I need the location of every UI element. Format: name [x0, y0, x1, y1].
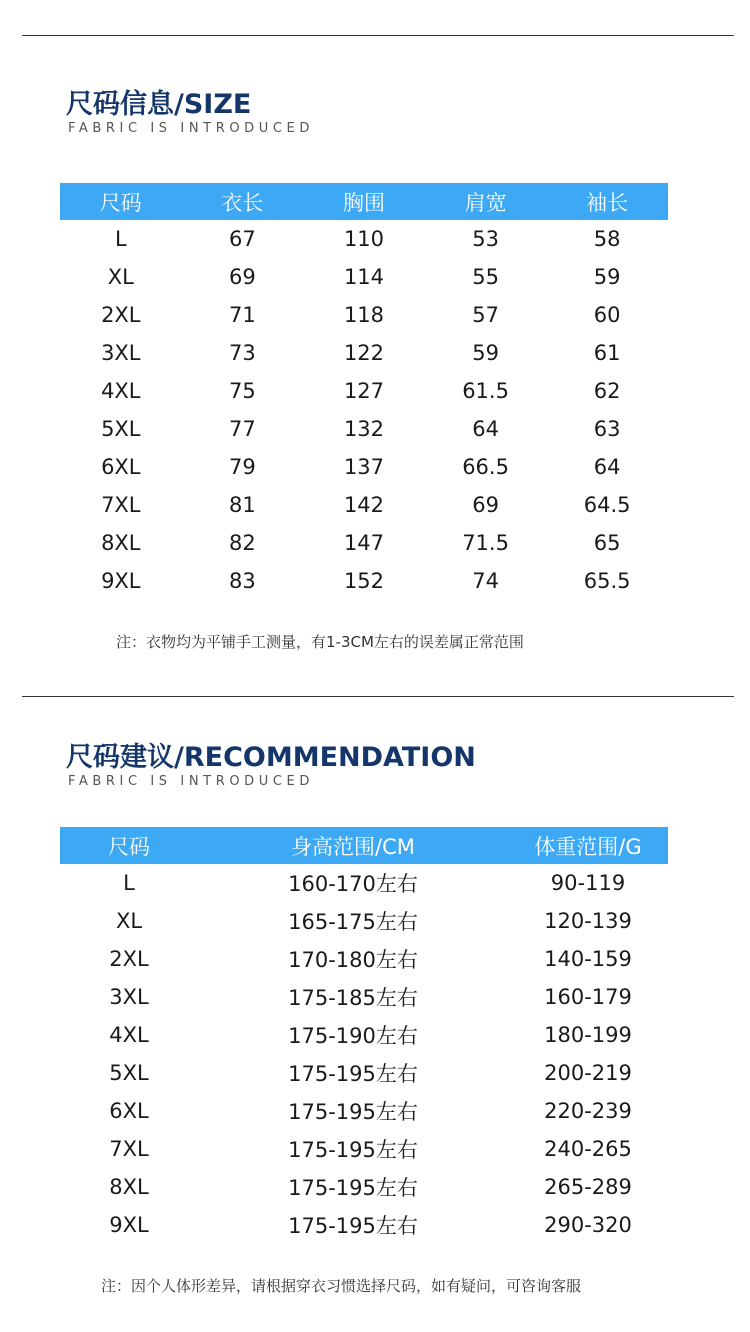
table-row — [60, 524, 668, 562]
recommendation-note: 注：因个人体形差异，请根据穿衣习惯选择尺码，如有疑问，可咨询客服 — [101, 1277, 582, 1295]
middle-divider — [22, 696, 734, 697]
table-cell: 290-320 — [544, 1213, 632, 1237]
header-size: 尺码 — [108, 834, 150, 859]
table-row — [60, 1016, 668, 1054]
table-cell: 5XL — [101, 417, 141, 441]
table-row — [60, 296, 668, 334]
recommendation-table — [60, 827, 668, 1244]
table-row — [60, 1054, 668, 1092]
table-cell: 200-219 — [544, 1061, 632, 1085]
size-table-body — [60, 220, 668, 600]
table-cell: 6XL — [109, 1099, 149, 1123]
size-table-header — [60, 183, 668, 220]
table-cell: 63 — [593, 417, 621, 441]
table-cell: 74 — [472, 569, 499, 593]
table-cell: 7XL — [109, 1137, 149, 1161]
table-row — [60, 448, 668, 486]
table-cell: 69 — [229, 265, 256, 289]
table-row — [60, 1092, 668, 1130]
table-cell: 140-159 — [544, 947, 632, 971]
table-cell: 4XL — [109, 1023, 149, 1047]
table-row — [60, 940, 668, 978]
table-cell: 75 — [229, 379, 256, 403]
header-weight-range: 体重范围/G — [534, 834, 642, 859]
table-cell: 175-195左右 — [288, 1214, 418, 1238]
table-row — [60, 486, 668, 524]
header-length: 衣长 — [221, 190, 264, 215]
table-cell: 240-265 — [544, 1137, 632, 1161]
table-row — [60, 258, 668, 296]
table-cell: XL — [115, 909, 143, 933]
table-cell: 69 — [472, 493, 499, 517]
table-row — [60, 410, 668, 448]
table-cell: 61.5 — [462, 379, 509, 403]
table-cell: 175-195左右 — [288, 1138, 418, 1162]
recommendation-table-header — [60, 827, 668, 864]
table-cell: 73 — [229, 341, 256, 365]
table-cell: 122 — [343, 341, 385, 365]
table-cell: 71 — [229, 303, 256, 327]
table-cell: 65 — [593, 531, 621, 555]
table-cell: 82 — [229, 531, 256, 555]
table-cell: 127 — [343, 379, 385, 403]
table-cell: 6XL — [101, 455, 141, 479]
recommendation-table-body — [60, 864, 668, 1244]
table-cell: 77 — [229, 417, 256, 441]
table-row — [60, 562, 668, 600]
table-cell: 175-190左右 — [288, 1024, 418, 1048]
table-cell: 53 — [472, 227, 499, 251]
table-cell: 65.5 — [583, 569, 631, 593]
recommendation-section-subtitle: FABRIC IS INTRODUCED — [68, 774, 314, 789]
table-cell: 58 — [593, 227, 621, 251]
table-cell: 265-289 — [544, 1175, 632, 1199]
table-cell: 8XL — [101, 531, 141, 555]
table-cell: 62 — [593, 379, 621, 403]
table-row — [60, 864, 668, 902]
table-cell: 83 — [229, 569, 256, 593]
table-cell: 120-139 — [544, 909, 632, 933]
header-size: 尺码 — [99, 190, 142, 215]
table-cell: 55 — [472, 265, 499, 289]
size-note: 注：衣物均为平铺手工测量，有1-3CM左右的误差属正常范围 — [116, 633, 524, 651]
table-cell: 132 — [343, 417, 385, 441]
table-cell: 59 — [472, 341, 499, 365]
table-cell: 9XL — [101, 569, 141, 593]
header-height-range: 身高范围/CM — [291, 834, 415, 859]
header-chest: 胸围 — [342, 190, 385, 215]
table-cell: 137 — [343, 455, 385, 479]
table-cell: 3XL — [101, 341, 141, 365]
table-cell: 165-175左右 — [288, 910, 418, 934]
size-section-subtitle: FABRIC IS INTRODUCED — [68, 121, 314, 136]
table-cell: 61 — [593, 341, 621, 365]
table-cell: 8XL — [109, 1175, 149, 1199]
table-cell: 7XL — [101, 493, 141, 517]
table-cell: 81 — [229, 493, 256, 517]
table-row — [60, 334, 668, 372]
table-cell: 66.5 — [462, 455, 509, 479]
table-cell: 4XL — [101, 379, 141, 403]
header-shoulder: 肩宽 — [464, 190, 507, 215]
table-row — [60, 1206, 668, 1244]
table-cell: 175-185左右 — [288, 986, 418, 1010]
table-cell: 160-179 — [544, 985, 632, 1009]
table-row — [60, 220, 668, 258]
table-cell: L — [114, 227, 127, 251]
table-cell: 90-119 — [550, 871, 626, 895]
table-cell: 180-199 — [544, 1023, 632, 1047]
table-row — [60, 978, 668, 1016]
table-cell: 147 — [343, 531, 385, 555]
table-row — [60, 372, 668, 410]
table-cell: 71.5 — [462, 531, 509, 555]
table-cell: 2XL — [101, 303, 141, 327]
table-cell: XL — [107, 265, 134, 289]
table-cell: 110 — [343, 227, 385, 251]
table-cell: 175-195左右 — [288, 1062, 418, 1086]
top-divider — [22, 35, 734, 36]
table-cell: 175-195左右 — [288, 1100, 418, 1124]
table-cell: 170-180左右 — [288, 948, 418, 972]
size-section-title: 尺码信息/SIZE — [66, 89, 252, 120]
table-cell: 64 — [593, 455, 621, 479]
recommendation-section-title: 尺码建议/RECOMMENDATION — [66, 742, 476, 773]
table-cell: 114 — [343, 265, 385, 289]
table-cell: 5XL — [109, 1061, 149, 1085]
table-cell: 152 — [343, 569, 385, 593]
table-row — [60, 1130, 668, 1168]
table-row — [60, 1168, 668, 1206]
table-cell: 3XL — [109, 985, 149, 1009]
size-table — [60, 183, 668, 600]
table-cell: 57 — [472, 303, 499, 327]
table-cell: 64 — [472, 417, 499, 441]
table-cell: 9XL — [109, 1213, 149, 1237]
table-row — [60, 902, 668, 940]
table-cell: 60 — [593, 303, 621, 327]
table-cell: 142 — [343, 493, 385, 517]
table-cell: 67 — [229, 227, 256, 251]
table-cell: 79 — [229, 455, 256, 479]
table-cell: 175-195左右 — [288, 1176, 418, 1200]
table-cell: 118 — [343, 303, 385, 327]
table-cell: L — [123, 871, 135, 895]
table-cell: 160-170左右 — [288, 872, 418, 896]
table-cell: 64.5 — [583, 493, 631, 517]
header-sleeve: 袖长 — [586, 190, 629, 215]
table-cell: 220-239 — [544, 1099, 632, 1123]
table-cell: 59 — [593, 265, 621, 289]
table-cell: 2XL — [109, 947, 149, 971]
